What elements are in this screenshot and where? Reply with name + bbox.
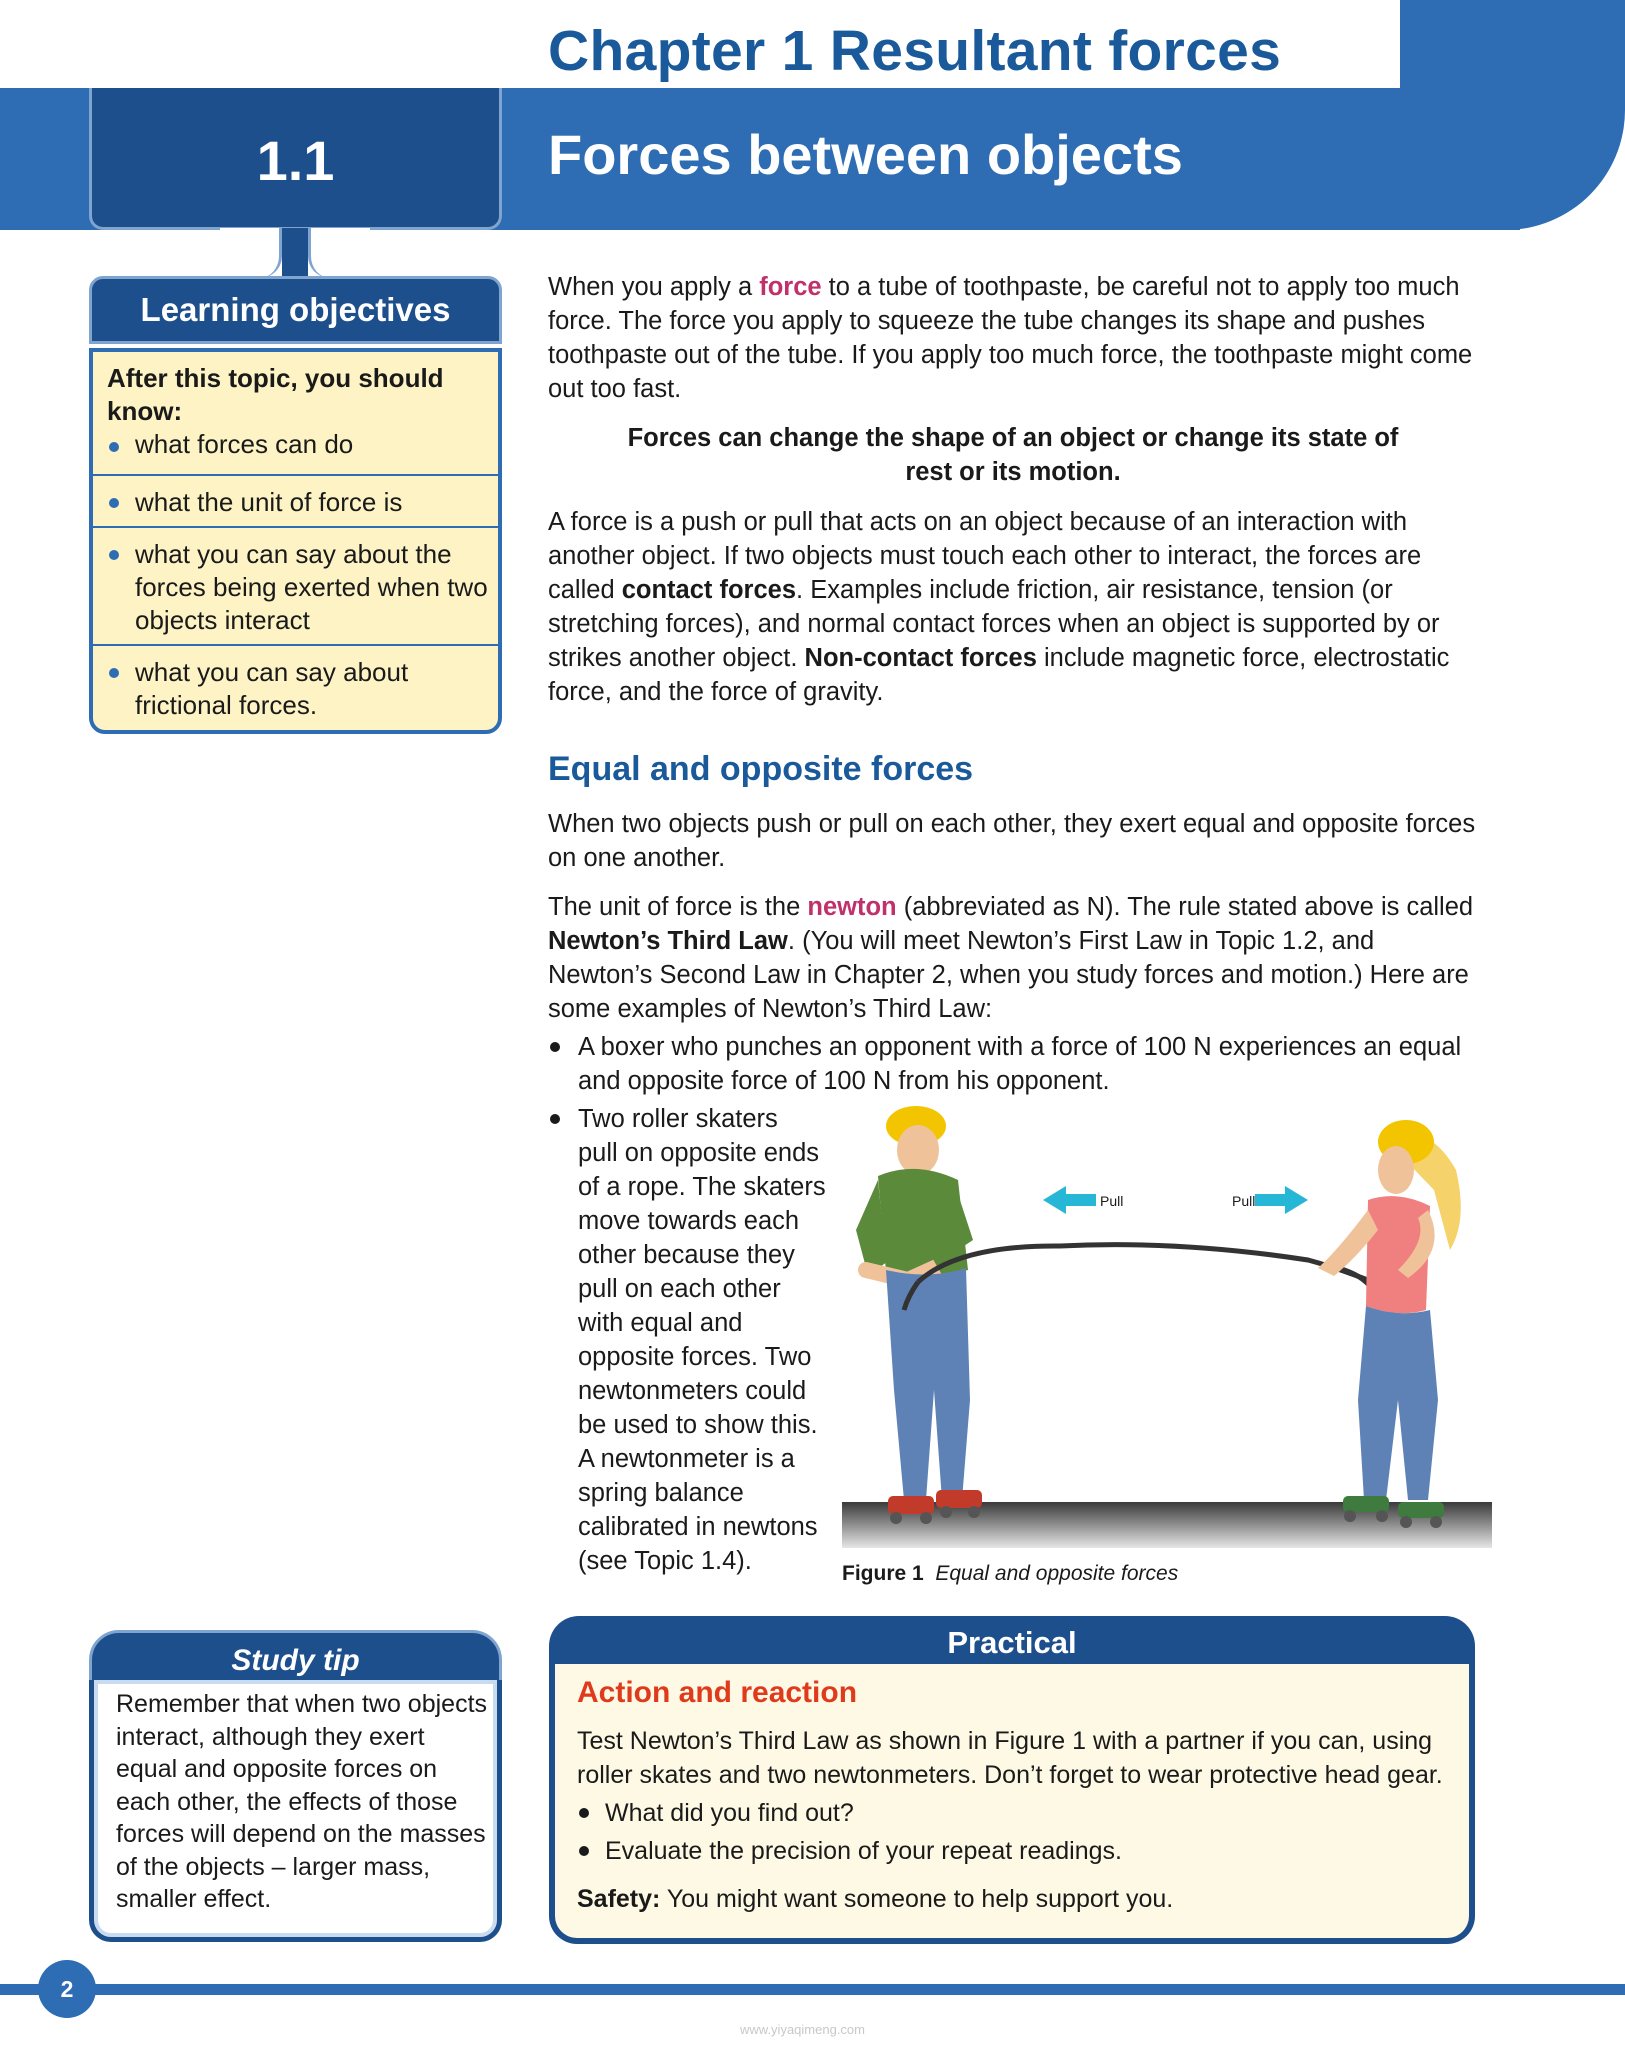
objective-text: what you can say about frictional forces. [135, 657, 409, 720]
practical-question: What did you find out? [605, 1799, 854, 1827]
contact-forces-paragraph: A force is a push or pull that acts on an object because of an interaction with another object. If two objects must touch each other to interact, the forces are called contact forces. Examples include friction, air resistance, tension (or stretching forces), and normal contact forces when an object is supported by or strikes another object. Non-contact forces include magnetic force, electrostatic force, and the force of gravity. [548, 508, 1450, 706]
learning-objectives-heading: Learning objectives [89, 276, 502, 344]
connector [282, 228, 308, 278]
bullet-icon [579, 1808, 589, 1818]
practical-subheading: Action and reaction [577, 1676, 858, 1709]
study-tip-text: Remember that when two objects interact, although they exert equal and opposite forces on each other, the effects of those forces will depend on the masses of the objects – larger mass, smaller effect. [116, 1690, 488, 1913]
floor [842, 1502, 1492, 1548]
term-newtons-third-law: Newton’s Third Law [548, 927, 788, 955]
bullet-icon [109, 442, 119, 452]
practical-heading: Practical [549, 1616, 1475, 1674]
term-contact-forces: contact forces [621, 576, 797, 604]
connector-left-notch [220, 228, 282, 278]
figure-roller-skaters [838, 1100, 1493, 1550]
practical-question: Evaluate the precision of your repeat readings. [605, 1837, 1122, 1865]
objective-item [93, 474, 498, 526]
learning-objectives-box [89, 348, 502, 734]
study-tip-heading: Study tip [89, 1630, 502, 1692]
practical-safety: Safety: You might want someone to help support you. [577, 1885, 1174, 1913]
objective-text: what the unit of force is [135, 487, 403, 517]
intro-paragraph: When you apply a force to a tube of toothpaste, be careful not to apply too much force. The force you apply to squeeze the tube changes its shape and pushes toothpaste out of the tube. If you apply too much force, the toothpaste might come out too fast. [548, 273, 1473, 403]
pull-label-right: Pull [1232, 1193, 1256, 1209]
skaters-example: Two roller skaters pull on opposite ends of a rope. The skaters move towards each other because they pull on each other with equal and opposite forces. Two newtonmeters could be used to show this. A newtonmeter is a spring balance calibrated in newtons (see Topic 1.4). [578, 1105, 826, 1575]
learning-objectives-intro: After this topic, you should know: [107, 363, 444, 426]
study-tip-box [89, 1680, 502, 1942]
practical-box [549, 1664, 1475, 1944]
rope [918, 1245, 1378, 1284]
footer-rule [0, 1984, 1625, 1995]
figure-caption: Figure 1 Equal and opposite forces [842, 1562, 1179, 1585]
objective-item [93, 526, 498, 644]
subheading-equal-opposite: Equal and opposite forces [548, 750, 974, 788]
page-number: 2 [38, 1960, 96, 2018]
objective-item [93, 428, 498, 474]
bullet-icon [109, 668, 119, 678]
boxer-example: A boxer who punches an opponent with a force of 100 N experiences an equal and opposite force of 100 N from his opponent. [578, 1033, 1462, 1095]
objective-text: what you can say about the forces being exerted when two objects interact [135, 539, 488, 635]
newton-paragraph: The unit of force is the newton (abbreviated as N). The rule stated above is called Newton’s Third Law. (You will meet Newton’s First Law in Topic 1.2, and Newton’s Second Law in Chapter 2, when you study forces and motion.) Here are some examples of Newton’s Third Law: [548, 893, 1474, 1023]
chapter-title: Chapter 1 Resultant forces [548, 19, 1282, 83]
bullet-icon [109, 498, 119, 508]
girl-skater [1318, 1120, 1461, 1528]
banner-curve [1520, 88, 1625, 230]
section-title: Forces between objects [548, 123, 1183, 186]
bullet-icon [550, 1042, 560, 1052]
pull-arrow-right [1255, 1186, 1308, 1214]
practical-text: Test Newton’s Third Law as shown in Figure 1 with a partner if you can, using roller skates and two newtonmeters. Don’t forget to wear protective head gear. [577, 1727, 1443, 1789]
term-non-contact-forces: Non-contact forces [804, 644, 1037, 672]
pull-arrow-left [1043, 1186, 1096, 1214]
keyword-force: force [759, 273, 822, 301]
boy-skater [856, 1106, 982, 1524]
equal-opposite-paragraph: When two objects push or pull on each other, they exert equal and opposite forces on one another. [548, 810, 1476, 872]
bullet-icon [109, 550, 119, 560]
keyword-newton: newton [807, 893, 897, 921]
objective-text: what forces can do [135, 429, 354, 459]
objective-item [93, 644, 498, 730]
key-statement: Forces can change the shape of an object or change its state of rest or its motion. [627, 424, 1399, 486]
connector-right-notch [308, 228, 370, 278]
pull-label-left: Pull [1100, 1193, 1124, 1209]
watermark: www.yiyaqimeng.com [740, 2022, 865, 2037]
section-number: 1.1 [256, 129, 335, 192]
bullet-icon [550, 1114, 560, 1124]
bullet-icon [579, 1846, 589, 1856]
